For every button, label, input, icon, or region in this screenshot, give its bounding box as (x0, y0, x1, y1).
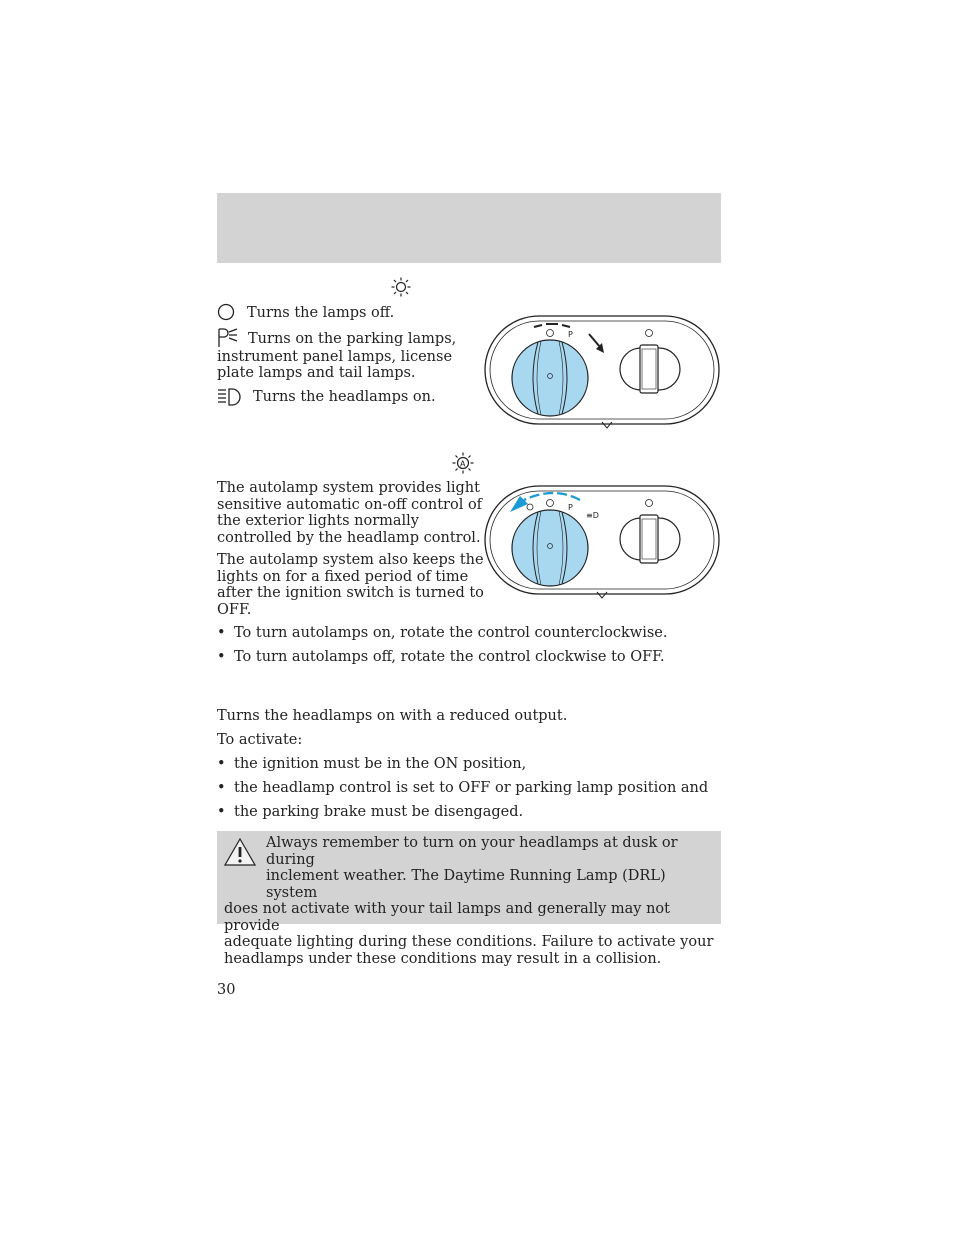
parking-description-line2: instrument panel lamps, license (217, 349, 453, 365)
list-item-text: the headlamp control is set to OFF or parking lamp position and (234, 780, 709, 796)
list-item-text: To turn autolamps on, rotate the control counterclockwise. (234, 625, 668, 641)
page-number: 30 (217, 982, 236, 998)
warning-text (224, 835, 714, 967)
section-header-band (217, 193, 721, 263)
autolamp-paragraph-2 (217, 552, 484, 618)
text-line: adequate lighting during these conditions. Failure to activate your (224, 934, 714, 950)
text-line: The autolamp system provides light (217, 480, 480, 496)
off-description: Turns the lamps off. (247, 305, 395, 321)
bullet: • (217, 780, 226, 796)
off-circle-icon (217, 303, 235, 321)
autolamp-icon (452, 452, 474, 474)
parking-description-line1: Turns on the parking lamps, (248, 331, 457, 347)
bullet: • (217, 804, 226, 820)
headlamps-description: Turns the headlamps on. (253, 389, 436, 405)
svg-text:A: A (460, 459, 466, 469)
headlamp-icon (217, 388, 243, 406)
text-line: sensitive automatic on-off control of (217, 496, 483, 513)
text-line: headlamps under these conditions may result in a collision. (224, 950, 662, 967)
text-line: the exterior lights normally (217, 513, 419, 529)
parking-description-line3: plate lamps and tail lamps. (217, 365, 416, 381)
text-line: after the ignition switch is turned to (217, 585, 484, 601)
text-line: Always remember to turn on your headlamps at dusk or during (266, 835, 678, 868)
drl-activate-label: To activate: (217, 732, 303, 748)
svg-text:P: P (568, 330, 573, 339)
svg-text:≡D: ≡D (586, 511, 599, 520)
text-line: controlled by the headlamp control. (217, 529, 481, 546)
text-line: does not activate with your tail lamps and generally may not provide (224, 901, 670, 934)
text-line: OFF. (217, 601, 252, 618)
bullet: • (217, 756, 226, 772)
autolamp-switch-illustration (484, 484, 721, 602)
sun-icon (391, 277, 411, 297)
autolamp-paragraph-1 (217, 480, 482, 546)
text-line: inclement weather. The Daytime Running Lamp (DRL) system (266, 868, 666, 901)
list-item-text: To turn autolamps off, rotate the control clockwise to OFF. (234, 649, 665, 665)
bullet: • (217, 625, 226, 641)
svg-text:P: P (568, 503, 573, 512)
text-line: lights on for a fixed period of time (217, 568, 469, 585)
headlamp-switch-illustration (484, 312, 721, 430)
list-item-text: the ignition must be in the ON position, (234, 756, 527, 772)
text-line: The autolamp system also keeps the (217, 552, 484, 568)
bullet: • (217, 649, 226, 665)
parking-lamp-icon (217, 328, 239, 348)
drl-intro: Turns the headlamps on with a reduced output. (217, 708, 568, 724)
warning-box (217, 831, 721, 967)
list-item-text: the parking brake must be disengaged. (234, 804, 524, 820)
